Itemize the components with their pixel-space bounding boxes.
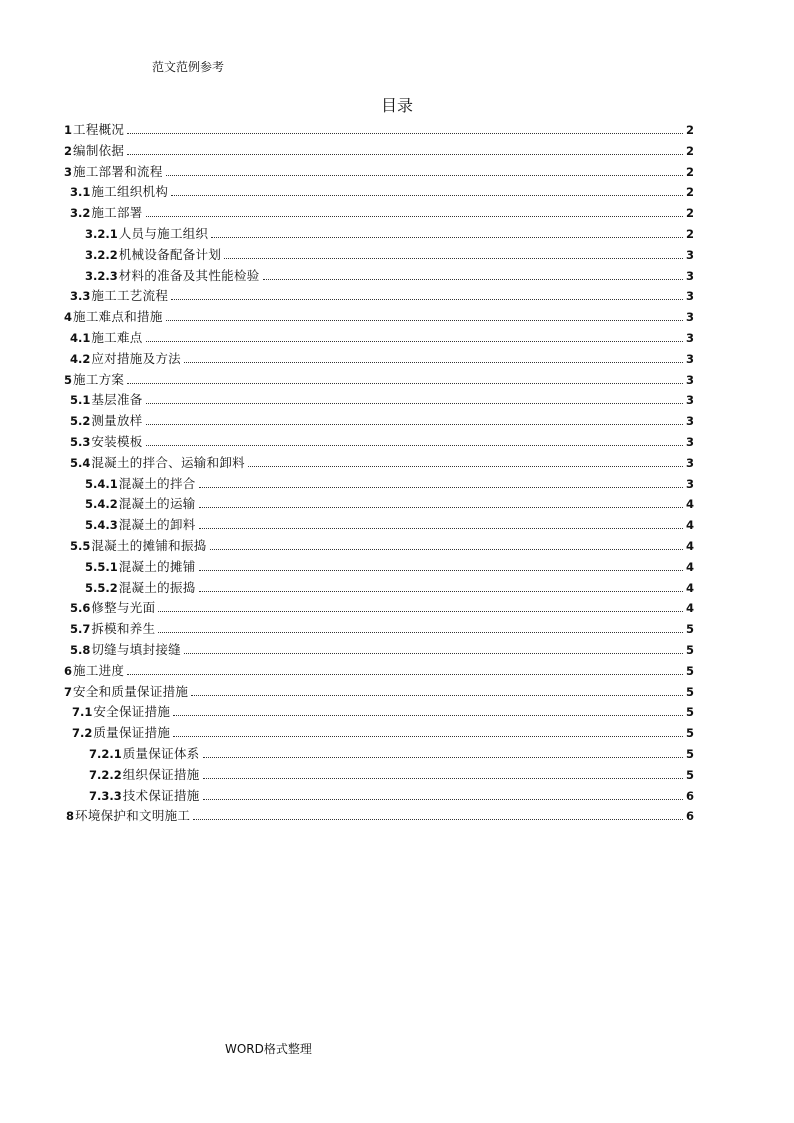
toc-dot-leader (146, 403, 683, 404)
toc-entry-label: 质量保证体系 (122, 746, 200, 761)
toc-entry-label: 拆模和养生 (91, 621, 156, 637)
toc-entry-page-number: 5 (685, 622, 694, 637)
toc-entry-number: 3.3 (70, 289, 91, 304)
toc-entry[interactable] (85, 576, 694, 596)
toc-entry-number: 5.6 (70, 601, 91, 616)
toc-entry-label: 人员与施工组织 (118, 226, 209, 241)
toc-entry-label: 施工组织机构 (91, 184, 169, 200)
toc-entry-number: 5 (64, 372, 73, 387)
toc-entry-page-number: 3 (685, 289, 694, 304)
toc-entry-label: 应对措施及方法 (91, 350, 181, 366)
toc-entry-number: 7.2.2 (89, 767, 122, 782)
toc-entry-label: 施工难点 (91, 330, 143, 345)
toc-entry-number: 4.1 (70, 331, 91, 345)
toc-dot-leader (203, 757, 683, 758)
toc-entry-page-number: 5 (685, 726, 694, 741)
toc-entry[interactable] (64, 368, 694, 388)
toc-entry[interactable] (70, 409, 694, 429)
toc-entry[interactable] (70, 201, 694, 221)
toc-entry[interactable] (89, 763, 694, 783)
toc-entry[interactable] (85, 243, 694, 263)
toc-dot-leader (146, 445, 683, 446)
toc-dot-leader (158, 632, 683, 633)
toc-entry-label: 混凝土的卸料 (118, 517, 196, 533)
toc-entry-page-number: 2 (685, 185, 694, 200)
toc-entry[interactable] (70, 617, 694, 637)
toc-entry[interactable] (70, 534, 694, 554)
toc-entry[interactable] (64, 680, 694, 700)
toc-entry-page-number: 3 (685, 455, 694, 470)
toc-entry-page-number: 3 (685, 247, 694, 262)
toc-entry-number: 7.3.3 (89, 788, 122, 803)
toc-entry-page-number: 5 (685, 663, 694, 678)
toc-entry-number: 5.1 (70, 393, 91, 408)
toc-entry-number: 5.4.1 (85, 476, 118, 491)
toc-entry-page-number: 3 (685, 393, 694, 408)
toc-entry-number: 5.7 (70, 622, 91, 637)
toc-entry[interactable] (64, 305, 694, 325)
toc-entry-number: 8 (66, 809, 75, 824)
toc-dot-leader (184, 362, 683, 363)
toc-entry-label: 技术保证措施 (122, 787, 200, 803)
toc-entry-label: 编制依据 (73, 142, 125, 158)
toc-dot-leader (171, 195, 683, 196)
toc-dot-leader (127, 154, 683, 155)
toc-entry-page-number: 2 (685, 206, 694, 221)
toc-entry-label: 混凝土的拌合 (118, 475, 196, 491)
toc-dot-leader (166, 175, 683, 176)
toc-entry[interactable] (85, 264, 694, 284)
toc-entry-label: 混凝土的运输 (118, 496, 196, 512)
toc-entry-label: 修整与光面 (91, 600, 156, 616)
toc-dot-leader (211, 237, 683, 238)
toc-entry-page-number: 2 (685, 123, 694, 137)
toc-entry[interactable] (64, 139, 694, 159)
toc-entry-page-number: 5 (685, 684, 694, 699)
toc-entry-label: 混凝土的摊铺 (118, 558, 196, 574)
toc-entry-label: 安全和质量保证措施 (73, 683, 189, 699)
toc-entry-number: 5.4 (70, 455, 91, 470)
toc-entry-page-number: 2 (685, 143, 694, 158)
toc-entry-label: 施工进度 (73, 662, 125, 678)
toc-entry-label: 混凝土的振捣 (118, 579, 196, 595)
toc-entry-number: 4.2 (70, 351, 91, 366)
toc-entry-label: 测量放样 (91, 413, 143, 429)
toc-entry[interactable] (70, 180, 694, 200)
toc-entry-number: 3.2.2 (85, 247, 118, 262)
toc-entry-label: 工程概况 (73, 122, 125, 137)
toc-entry-label: 安装模板 (91, 434, 143, 449)
toc-entry-label: 施工难点和措施 (73, 309, 163, 325)
toc-entry-label: 切缝与填封接缝 (91, 642, 181, 657)
toc-entry-label: 质量保证措施 (93, 725, 171, 741)
toc-entry[interactable] (64, 118, 694, 138)
toc-entry-page-number: 3 (685, 310, 694, 325)
toc-dot-leader (199, 528, 683, 529)
toc-entry-page-number: 3 (685, 372, 694, 387)
toc-entry-number: 3 (64, 164, 73, 179)
toc-entry-page-number: 3 (685, 435, 694, 449)
toc-dot-leader (199, 487, 683, 488)
toc-entry[interactable] (85, 222, 694, 242)
toc-entry-label: 环境保护和文明施工 (75, 808, 191, 824)
toc-dot-leader (146, 216, 683, 217)
toc-dot-leader (146, 424, 683, 425)
toc-entry[interactable] (70, 451, 694, 471)
page-footer-note: WORD格式整理 (225, 1042, 312, 1056)
toc-entry-page-number: 6 (685, 788, 694, 803)
toc-dot-leader (166, 320, 683, 321)
toc-dot-leader (199, 507, 683, 508)
page-header-note: 范文范例参考 (152, 60, 225, 74)
toc-entry-label: 混凝土的拌合、运输和卸料 (91, 454, 245, 470)
toc-dot-leader (224, 258, 683, 259)
toc-entry-number: 5.5 (70, 539, 91, 553)
toc-dot-leader (193, 819, 683, 820)
toc-entry-label: 机械设备配备计划 (118, 246, 222, 262)
toc-entry[interactable] (72, 721, 694, 741)
toc-dot-leader (191, 695, 683, 696)
toc-entry-label: 组织保证措施 (122, 766, 200, 782)
toc-entry[interactable] (70, 596, 694, 616)
toc-dot-leader (158, 611, 683, 612)
toc-dot-leader (263, 279, 683, 280)
toc-entry-label: 施工部署 (91, 205, 143, 221)
toc-entry-number: 5.8 (70, 643, 91, 657)
toc-entry-page-number: 4 (685, 518, 694, 533)
toc-entry-number: 4 (64, 310, 73, 325)
toc-entry[interactable] (85, 492, 694, 512)
toc-entry-number: 3.2.3 (85, 268, 118, 283)
toc-entry-number: 3.2 (70, 206, 91, 221)
toc-entry[interactable] (70, 638, 694, 658)
toc-dot-leader (203, 799, 683, 800)
toc-dot-leader (210, 549, 683, 550)
toc-entry[interactable] (70, 430, 694, 450)
toc-entry-page-number: 3 (685, 414, 694, 429)
toc-dot-leader (199, 591, 683, 592)
toc-entry-page-number: 4 (685, 580, 694, 595)
toc-entry-label: 材料的准备及其性能检验 (118, 267, 260, 283)
toc-entry-page-number: 5 (685, 767, 694, 782)
toc-entry-number: 3.2.1 (85, 227, 118, 241)
toc-entry-page-number: 2 (685, 164, 694, 179)
toc-dot-leader (127, 383, 683, 384)
toc-entry-page-number: 5 (685, 747, 694, 761)
toc-entry-page-number: 2 (685, 227, 694, 241)
toc-dot-leader (248, 466, 683, 467)
toc-entry-number: 5.5.2 (85, 580, 118, 595)
toc-entry[interactable] (70, 284, 694, 304)
toc-dot-leader (173, 715, 683, 716)
toc-entry-page-number: 3 (685, 476, 694, 491)
toc-entry-label: 施工方案 (73, 371, 125, 387)
toc-dot-leader (184, 653, 683, 654)
toc-entry-page-number: 4 (685, 601, 694, 616)
toc-entry-number: 7.2 (72, 726, 93, 741)
toc-entry[interactable] (66, 804, 694, 824)
toc-entry-number: 5.4.3 (85, 518, 118, 533)
toc-entry-number: 5.3 (70, 435, 91, 449)
toc-entry-number: 2 (64, 143, 73, 158)
toc-entry-number: 3.1 (70, 185, 91, 200)
toc-entry[interactable] (64, 160, 694, 180)
toc-dot-leader (127, 133, 683, 134)
toc-dot-leader (203, 778, 683, 779)
toc-dot-leader (173, 736, 683, 737)
toc-entry[interactable] (89, 742, 694, 762)
toc-entry[interactable] (70, 388, 694, 408)
toc-entry[interactable] (89, 784, 694, 804)
toc-entry[interactable] (70, 326, 694, 346)
toc-entry-label: 施工部署和流程 (73, 163, 163, 179)
toc-entry-page-number: 5 (685, 643, 694, 657)
toc-entry-page-number: 4 (685, 539, 694, 553)
toc-entry[interactable] (85, 472, 694, 492)
toc-entry-page-number: 5 (685, 705, 694, 720)
toc-entry-page-number: 3 (685, 351, 694, 366)
toc-entry-number: 7.1 (72, 705, 93, 720)
toc-dot-leader (146, 341, 683, 342)
toc-entry-page-number: 4 (685, 497, 694, 512)
toc-entry-page-number: 3 (685, 268, 694, 283)
toc-entry-number: 1 (64, 123, 73, 137)
toc-entry-label: 混凝土的摊铺和振捣 (91, 538, 207, 553)
toc-entry-label: 基层准备 (91, 392, 143, 408)
toc-entry-number: 5.5.1 (85, 559, 118, 574)
toc-entry-label: 施工工艺流程 (91, 288, 169, 304)
toc-entry[interactable] (85, 513, 694, 533)
toc-entry[interactable] (64, 659, 694, 679)
toc-dot-leader (199, 570, 683, 571)
toc-title: 目录 (380, 96, 413, 115)
toc-entry-number: 7 (64, 684, 73, 699)
toc-entry-page-number: 3 (685, 331, 694, 345)
toc-entry[interactable] (72, 700, 694, 720)
toc-entry-label: 安全保证措施 (93, 704, 171, 720)
toc-entry-number: 7.2.1 (89, 747, 122, 761)
toc-dot-leader (171, 299, 683, 300)
toc-entry-page-number: 6 (685, 809, 694, 824)
toc-entry-page-number: 4 (685, 559, 694, 574)
toc-entry-number: 6 (64, 663, 73, 678)
toc-entry[interactable] (85, 555, 694, 575)
toc-dot-leader (127, 674, 683, 675)
toc-entry-number: 5.2 (70, 414, 91, 429)
toc-entry[interactable] (70, 347, 694, 367)
toc-entry-number: 5.4.2 (85, 497, 118, 512)
